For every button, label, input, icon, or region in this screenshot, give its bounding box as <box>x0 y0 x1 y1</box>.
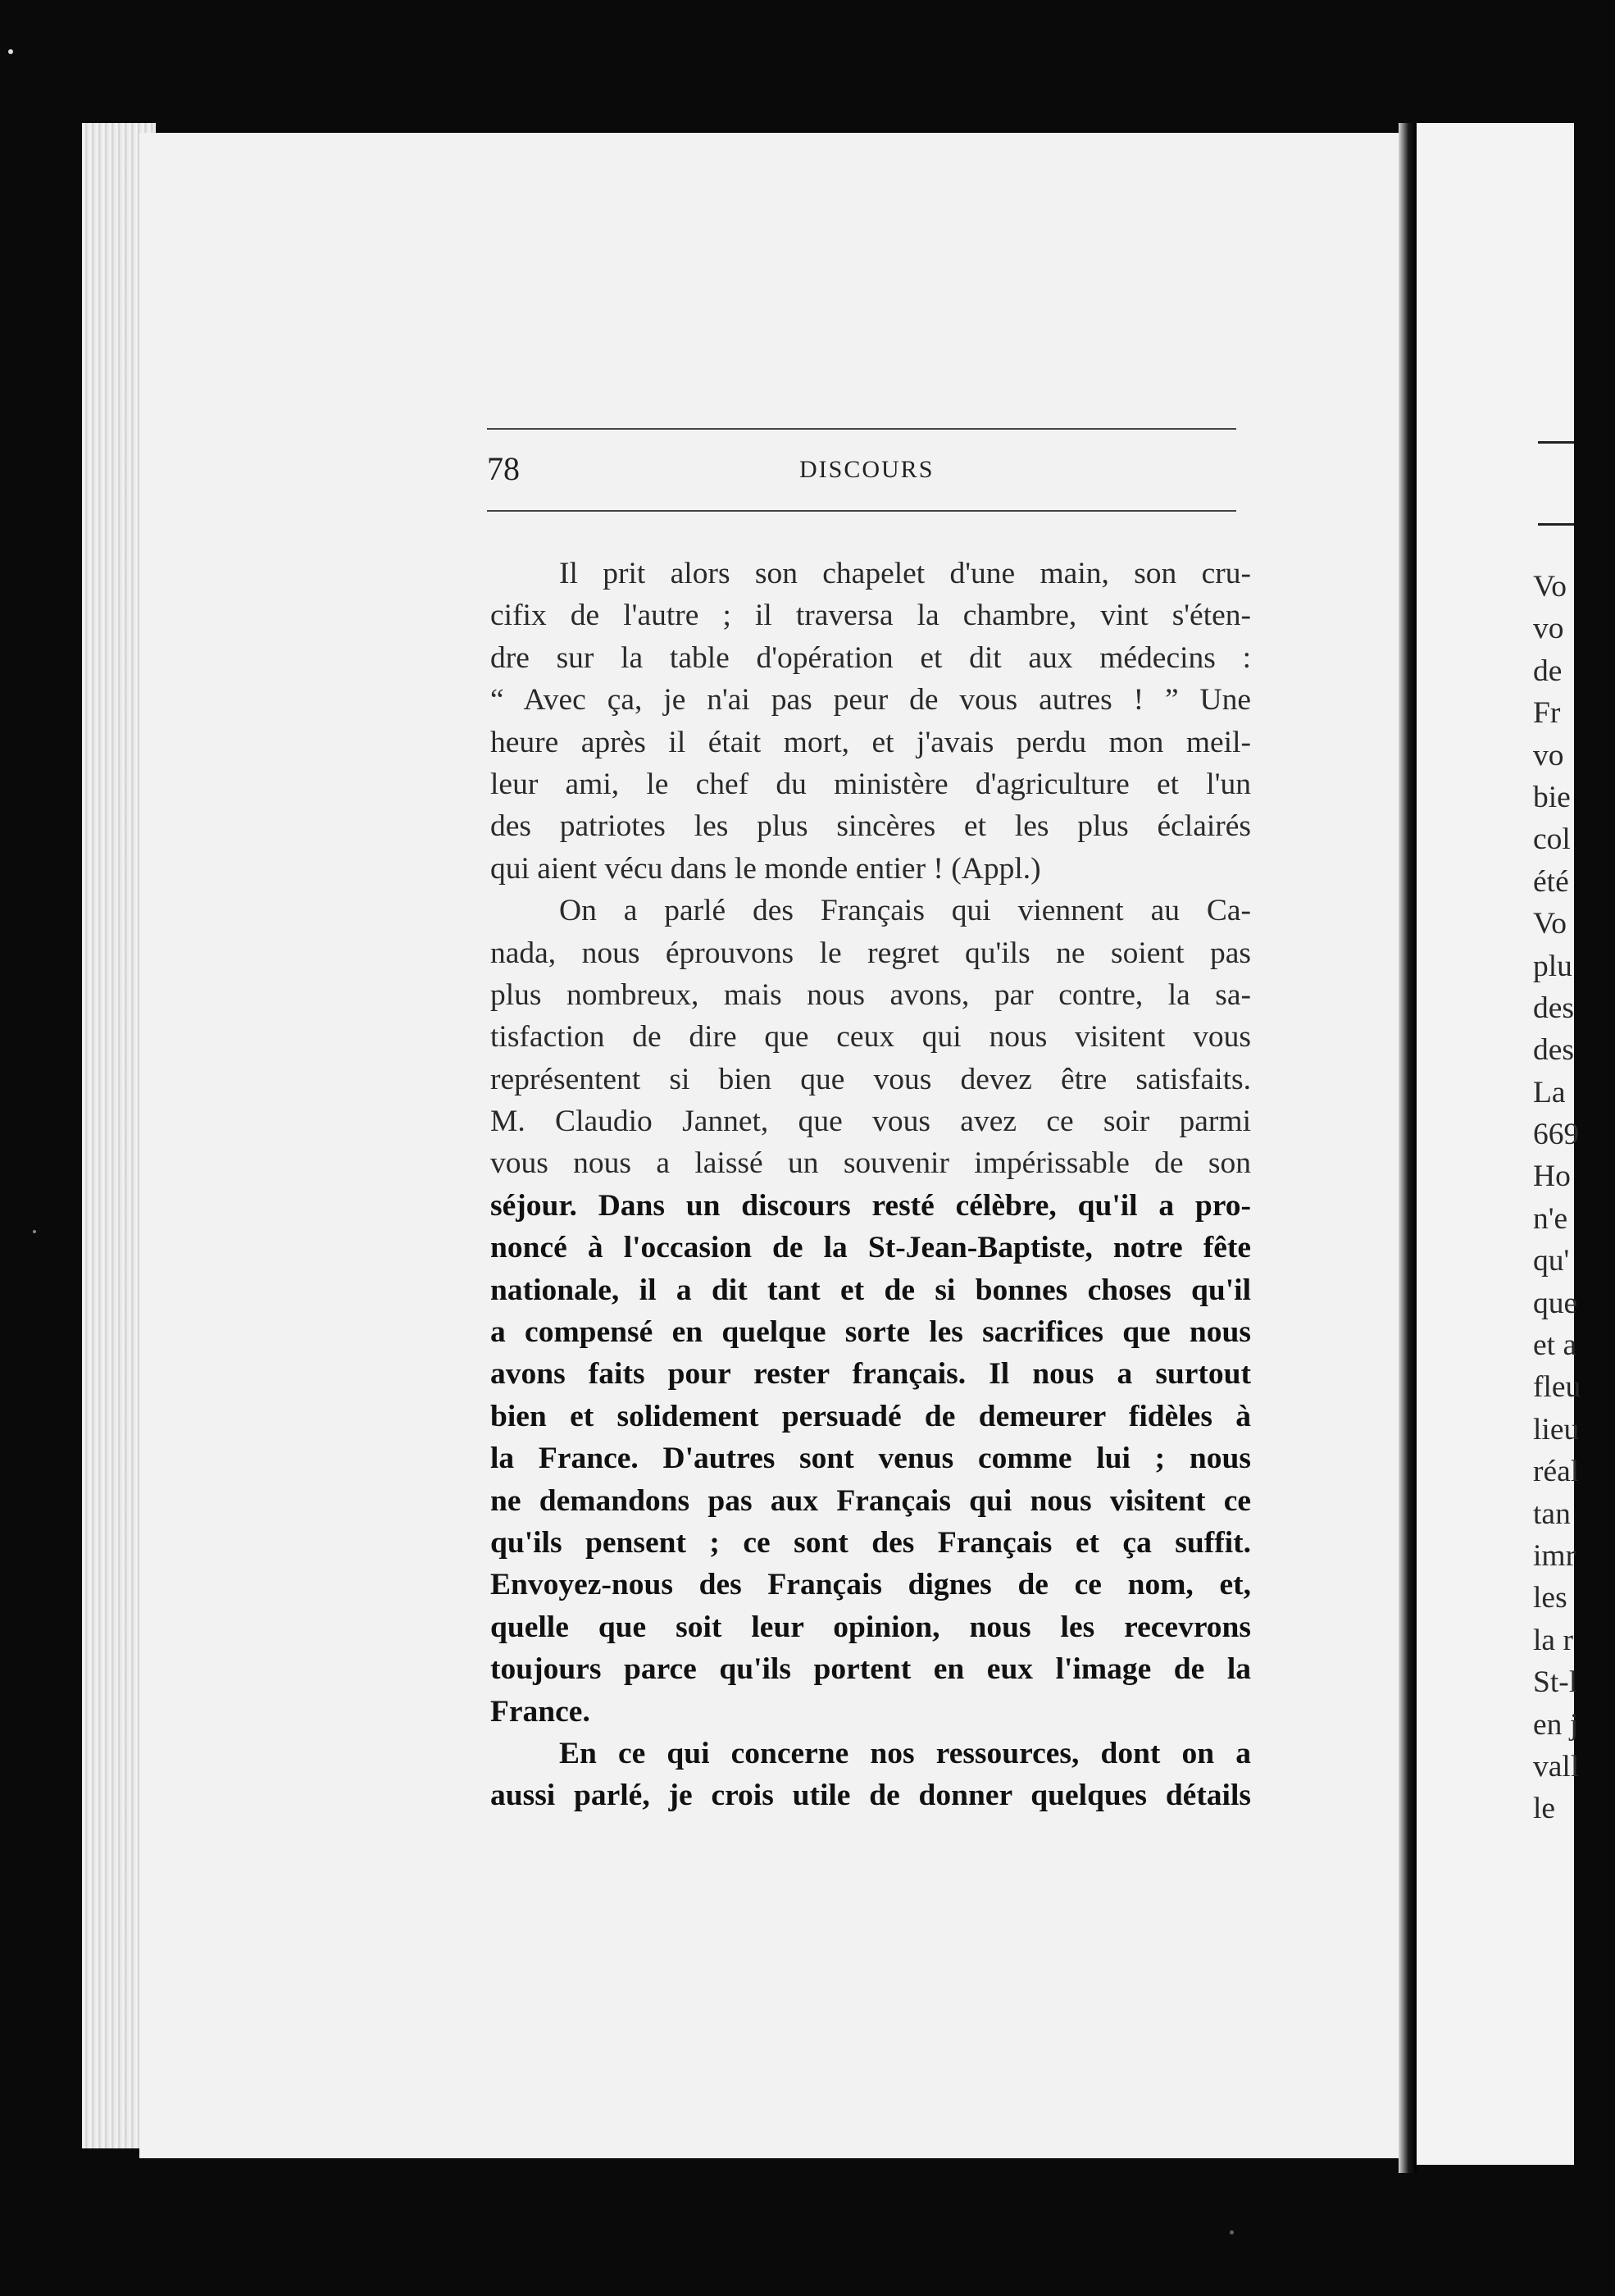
text-fragment: col <box>1533 822 1571 857</box>
text-line: En ce qui concerne nos ressources, dont on a <box>559 1736 1251 1770</box>
text-line: vous nous a laissé un souvenir impérissable de son <box>490 1146 1251 1181</box>
text-line: dre sur la table d'opération et dit aux médecins : <box>490 640 1251 675</box>
text-fragment: qu' <box>1533 1244 1570 1278</box>
text-line: Il prit alors son chapelet d'une main, son cru- <box>559 557 1251 590</box>
text-fragment: n'e <box>1533 1201 1568 1236</box>
running-title: DISCOURS <box>799 456 935 483</box>
text-line: nationale, il a dit tant et de si bonnes choses qu'il <box>490 1273 1251 1307</box>
text-line: aussi parlé, je crois utile de donner quelques détails <box>490 1779 1251 1813</box>
text-fragment: plu <box>1533 949 1572 983</box>
text-fragment: réal <box>1533 1455 1580 1489</box>
right-page-text <box>1533 566 1615 1830</box>
text-line: noncé à l'occasion de la St-Jean-Baptiste, notre fête <box>490 1231 1251 1265</box>
text-line: leur ami, le chef du ministère d'agriculture et l'un <box>490 767 1251 801</box>
text-fragment: bie <box>1533 780 1571 814</box>
text-line: heure après il était mort, et j'avais perdu mon meil- <box>490 725 1251 759</box>
text-fragment: été <box>1533 864 1569 899</box>
text-line: séjour. Dans un discours resté célèbre, qu'il a pro- <box>490 1188 1251 1223</box>
page-number: 78 <box>487 450 520 487</box>
right-header-top-rule <box>1538 441 1574 444</box>
text-line: M. Claudio Jannet, que vous avez ce soir parmi <box>490 1105 1251 1139</box>
text-line: des patriotes les plus sincères et les plus éclairés <box>490 809 1251 844</box>
text-line: ne demandons pas aux Français qui nous visitent ce <box>490 1483 1251 1518</box>
header-top-rule <box>487 428 1236 430</box>
text-fragment: la r <box>1533 1623 1573 1657</box>
text-line: qu'ils pensent ; ce sont des Français et ça suffit. <box>490 1525 1251 1560</box>
text-fragment: les <box>1533 1581 1567 1615</box>
text-fragment: Ho <box>1533 1159 1571 1194</box>
header-bottom-rule <box>487 510 1236 512</box>
text-fragment: fleu <box>1533 1370 1581 1405</box>
text-fragment: 669 <box>1533 1118 1580 1152</box>
text-fragment: vo <box>1533 738 1564 772</box>
dust-speck <box>8 49 13 54</box>
text-line: “ Avec ça, je n'ai pas peur de vous autres ! ” Une <box>490 683 1251 718</box>
text-fragment: Fr <box>1533 696 1561 731</box>
text-line: toujours parce qu'ils portent en eux l'image de la <box>490 1652 1251 1687</box>
dust-speck <box>1230 2230 1234 2234</box>
text-fragment: des <box>1533 1033 1574 1068</box>
text-fragment: en j <box>1533 1707 1579 1742</box>
text-line: Envoyez-nous des Français dignes de ce nom, et, <box>490 1568 1251 1602</box>
text-fragment: La <box>1533 1075 1566 1109</box>
text-fragment: Vo <box>1533 907 1567 941</box>
text-line: plus nombreux, mais nous avons, par contre, la sa- <box>490 977 1251 1012</box>
text-fragment: et a <box>1533 1328 1577 1363</box>
text-fragment: imr <box>1533 1538 1576 1573</box>
text-line: cifix de l'autre ; il traversa la chambre, vint s'éten- <box>490 599 1251 633</box>
text-line: On a parlé des Français qui viennent au Ca- <box>559 894 1251 928</box>
text-line: tisfaction de dire que ceux qui nous visitent vous <box>490 1020 1251 1055</box>
text-line: avons faits pour rester français. Il nous a surtout <box>490 1357 1251 1392</box>
dust-speck <box>33 1230 36 1233</box>
text-fragment: vo <box>1533 612 1564 646</box>
text-line: qui aient vécu dans le monde entier ! (Appl.) <box>490 851 1041 886</box>
text-fragment: vall <box>1533 1749 1580 1784</box>
text-line: France. <box>490 1694 590 1729</box>
text-fragment: de <box>1533 654 1563 688</box>
text-fragment: St-l <box>1533 1665 1578 1700</box>
text-fragment: que <box>1533 1286 1578 1320</box>
right-header-bottom-rule <box>1538 523 1574 526</box>
text-line: nada, nous éprouvons le regret qu'ils ne soient pas <box>490 936 1251 970</box>
text-line: bien et solidement persuadé de demeurer fidèles à <box>490 1399 1251 1433</box>
text-fragment: lieu <box>1533 1412 1580 1446</box>
text-line: quelle que soit leur opinion, nous les recevrons <box>490 1610 1251 1644</box>
text-fragment: tan <box>1533 1496 1571 1531</box>
body-text <box>490 553 1251 1817</box>
text-fragment: des <box>1533 991 1574 1025</box>
text-fragment: Vo <box>1533 570 1567 604</box>
book-gutter <box>1399 123 1417 2173</box>
text-fragment: le <box>1533 1792 1556 1826</box>
text-line: représentent si bien que vous devez être satisfaits. <box>490 1062 1251 1096</box>
text-line: la France. D'autres sont venus comme lui ; nous <box>490 1442 1251 1476</box>
text-line: a compensé en quelque sorte les sacrifices que nous <box>490 1315 1251 1350</box>
